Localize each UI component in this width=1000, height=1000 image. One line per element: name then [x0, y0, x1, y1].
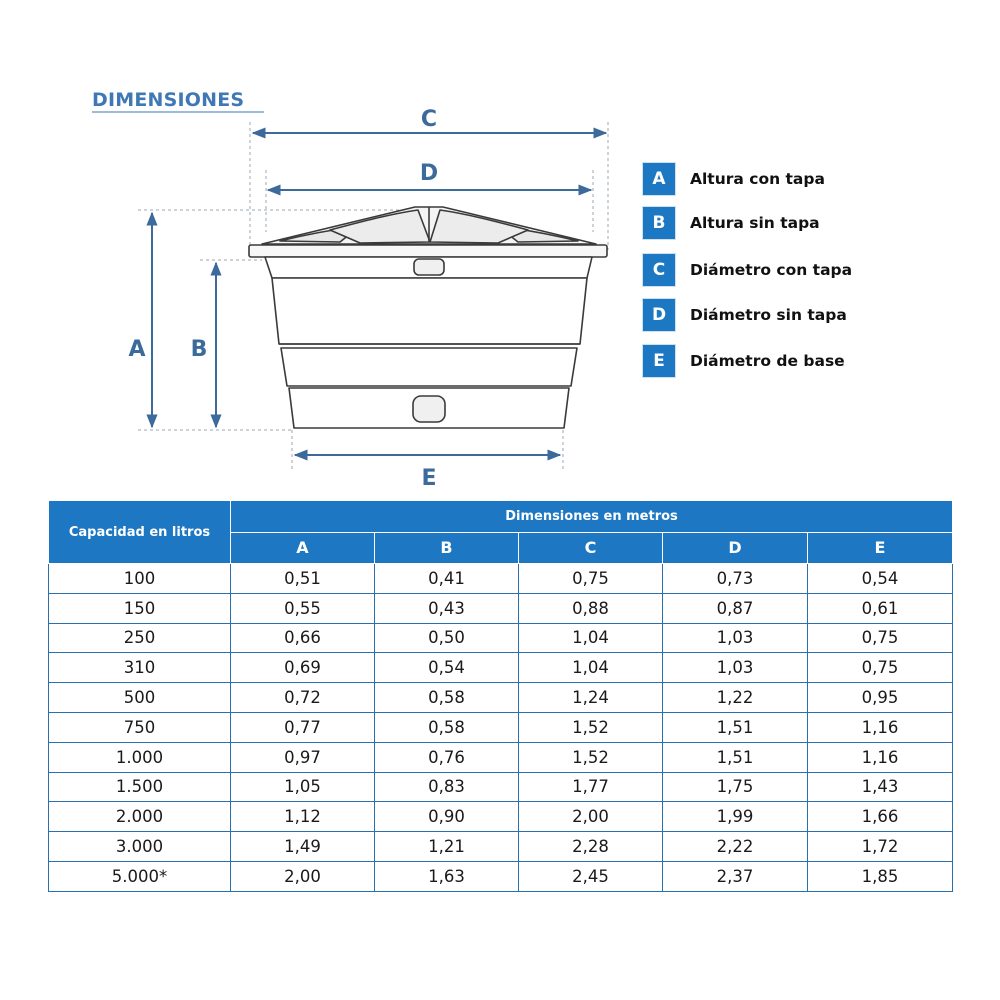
tank-lower-body	[281, 348, 577, 386]
legend-item-a	[642, 161, 825, 197]
column-header-a: A	[231, 532, 375, 564]
cell-a: 0,69	[231, 653, 375, 683]
cell-e: 0,95	[808, 683, 953, 713]
legend-item-e	[642, 343, 845, 379]
legend-item-d	[642, 297, 847, 333]
cell-a: 1,49	[231, 832, 375, 862]
cell-e: 1,66	[808, 802, 953, 832]
legend-label-b: Altura sin tapa	[690, 214, 820, 232]
legend-label-d: Diámetro sin tapa	[690, 306, 847, 324]
table-row	[49, 742, 953, 772]
table-row	[49, 683, 953, 713]
cell-b: 0,58	[375, 683, 519, 713]
legend-badge-b: B	[642, 206, 676, 240]
cell-e: 0,75	[808, 653, 953, 683]
table-row	[49, 712, 953, 742]
cell-a: 0,51	[231, 564, 375, 594]
table-body	[49, 564, 953, 892]
cell-b: 0,76	[375, 742, 519, 772]
cell-b: 0,50	[375, 623, 519, 653]
cell-e: 1,43	[808, 772, 953, 802]
cell-d: 2,22	[663, 832, 808, 862]
dimension-d-label: D	[419, 161, 439, 186]
cell-capacity: 3.000	[49, 832, 231, 862]
cell-c: 0,75	[519, 564, 663, 594]
cell-b: 1,21	[375, 832, 519, 862]
cell-e: 0,54	[808, 564, 953, 594]
cell-a: 0,55	[231, 593, 375, 623]
cell-a: 1,05	[231, 772, 375, 802]
cell-c: 2,00	[519, 802, 663, 832]
column-header-d: D	[663, 532, 808, 564]
column-header-c: C	[519, 532, 663, 564]
table-row	[49, 861, 953, 891]
cell-b: 0,90	[375, 802, 519, 832]
cell-capacity: 1.500	[49, 772, 231, 802]
cell-capacity: 500	[49, 683, 231, 713]
cell-e: 1,85	[808, 861, 953, 891]
dimension-b-label: B	[190, 337, 208, 362]
legend-badge-c: C	[642, 253, 676, 287]
table-row	[49, 832, 953, 862]
cell-b: 1,63	[375, 861, 519, 891]
cell-a: 1,12	[231, 802, 375, 832]
legend-badge-e: E	[642, 344, 676, 378]
cell-e: 0,75	[808, 623, 953, 653]
cell-a: 0,77	[231, 712, 375, 742]
legend-badge-d: D	[642, 298, 676, 332]
cell-capacity: 750	[49, 712, 231, 742]
dimension-c-label: C	[420, 107, 438, 132]
cell-b: 0,83	[375, 772, 519, 802]
tank-illustration	[249, 207, 607, 428]
cell-d: 1,03	[663, 623, 808, 653]
dimensions-table	[48, 500, 953, 892]
cell-c: 1,04	[519, 653, 663, 683]
dimension-e-label: E	[421, 466, 437, 491]
legend-label-e: Diámetro de base	[690, 352, 845, 370]
cell-c: 1,04	[519, 623, 663, 653]
cell-b: 0,43	[375, 593, 519, 623]
cell-capacity: 150	[49, 593, 231, 623]
cell-c: 1,77	[519, 772, 663, 802]
cell-a: 0,72	[231, 683, 375, 713]
cell-c: 0,88	[519, 593, 663, 623]
cell-capacity: 1.000	[49, 742, 231, 772]
cell-capacity: 100	[49, 564, 231, 594]
legend-label-c: Diámetro con tapa	[690, 261, 853, 279]
page-title: DIMENSIONES	[92, 89, 245, 111]
cell-c: 1,52	[519, 742, 663, 772]
cell-a: 0,66	[231, 623, 375, 653]
column-header-e: E	[808, 532, 953, 564]
cell-b: 0,41	[375, 564, 519, 594]
legend-badge-a: A	[642, 162, 676, 196]
legend-item-b	[642, 205, 820, 241]
cell-a: 2,00	[231, 861, 375, 891]
cell-capacity: 310	[49, 653, 231, 683]
cell-d: 1,03	[663, 653, 808, 683]
column-header-b: B	[375, 532, 519, 564]
table-row	[49, 653, 953, 683]
cell-capacity: 5.000*	[49, 861, 231, 891]
cell-d: 1,99	[663, 802, 808, 832]
table-row	[49, 802, 953, 832]
cell-c: 2,45	[519, 861, 663, 891]
cell-c: 1,52	[519, 712, 663, 742]
cell-d: 0,73	[663, 564, 808, 594]
table-row	[49, 593, 953, 623]
cell-d: 1,75	[663, 772, 808, 802]
legend-label-a: Altura con tapa	[690, 170, 825, 188]
cell-c: 1,24	[519, 683, 663, 713]
table-row	[49, 623, 953, 653]
tank-rim	[249, 245, 607, 257]
cell-a: 0,97	[231, 742, 375, 772]
capacity-header: Capacidad en litros	[49, 501, 231, 564]
cell-d: 2,37	[663, 861, 808, 891]
dimensions-group-header: Dimensiones en metros	[231, 501, 953, 533]
cell-e: 0,61	[808, 593, 953, 623]
cell-b: 0,58	[375, 712, 519, 742]
cell-c: 2,28	[519, 832, 663, 862]
cell-e: 1,16	[808, 742, 953, 772]
cell-e: 1,72	[808, 832, 953, 862]
cell-d: 1,22	[663, 683, 808, 713]
cell-capacity: 250	[49, 623, 231, 653]
cell-b: 0,54	[375, 653, 519, 683]
dimension-a-label: A	[128, 337, 146, 362]
cell-d: 0,87	[663, 593, 808, 623]
cell-capacity: 2.000	[49, 802, 231, 832]
legend-item-c	[642, 252, 852, 288]
cell-d: 1,51	[663, 712, 808, 742]
table-row	[49, 564, 953, 594]
cell-e: 1,16	[808, 712, 953, 742]
table-row	[49, 772, 953, 802]
cell-d: 1,51	[663, 742, 808, 772]
